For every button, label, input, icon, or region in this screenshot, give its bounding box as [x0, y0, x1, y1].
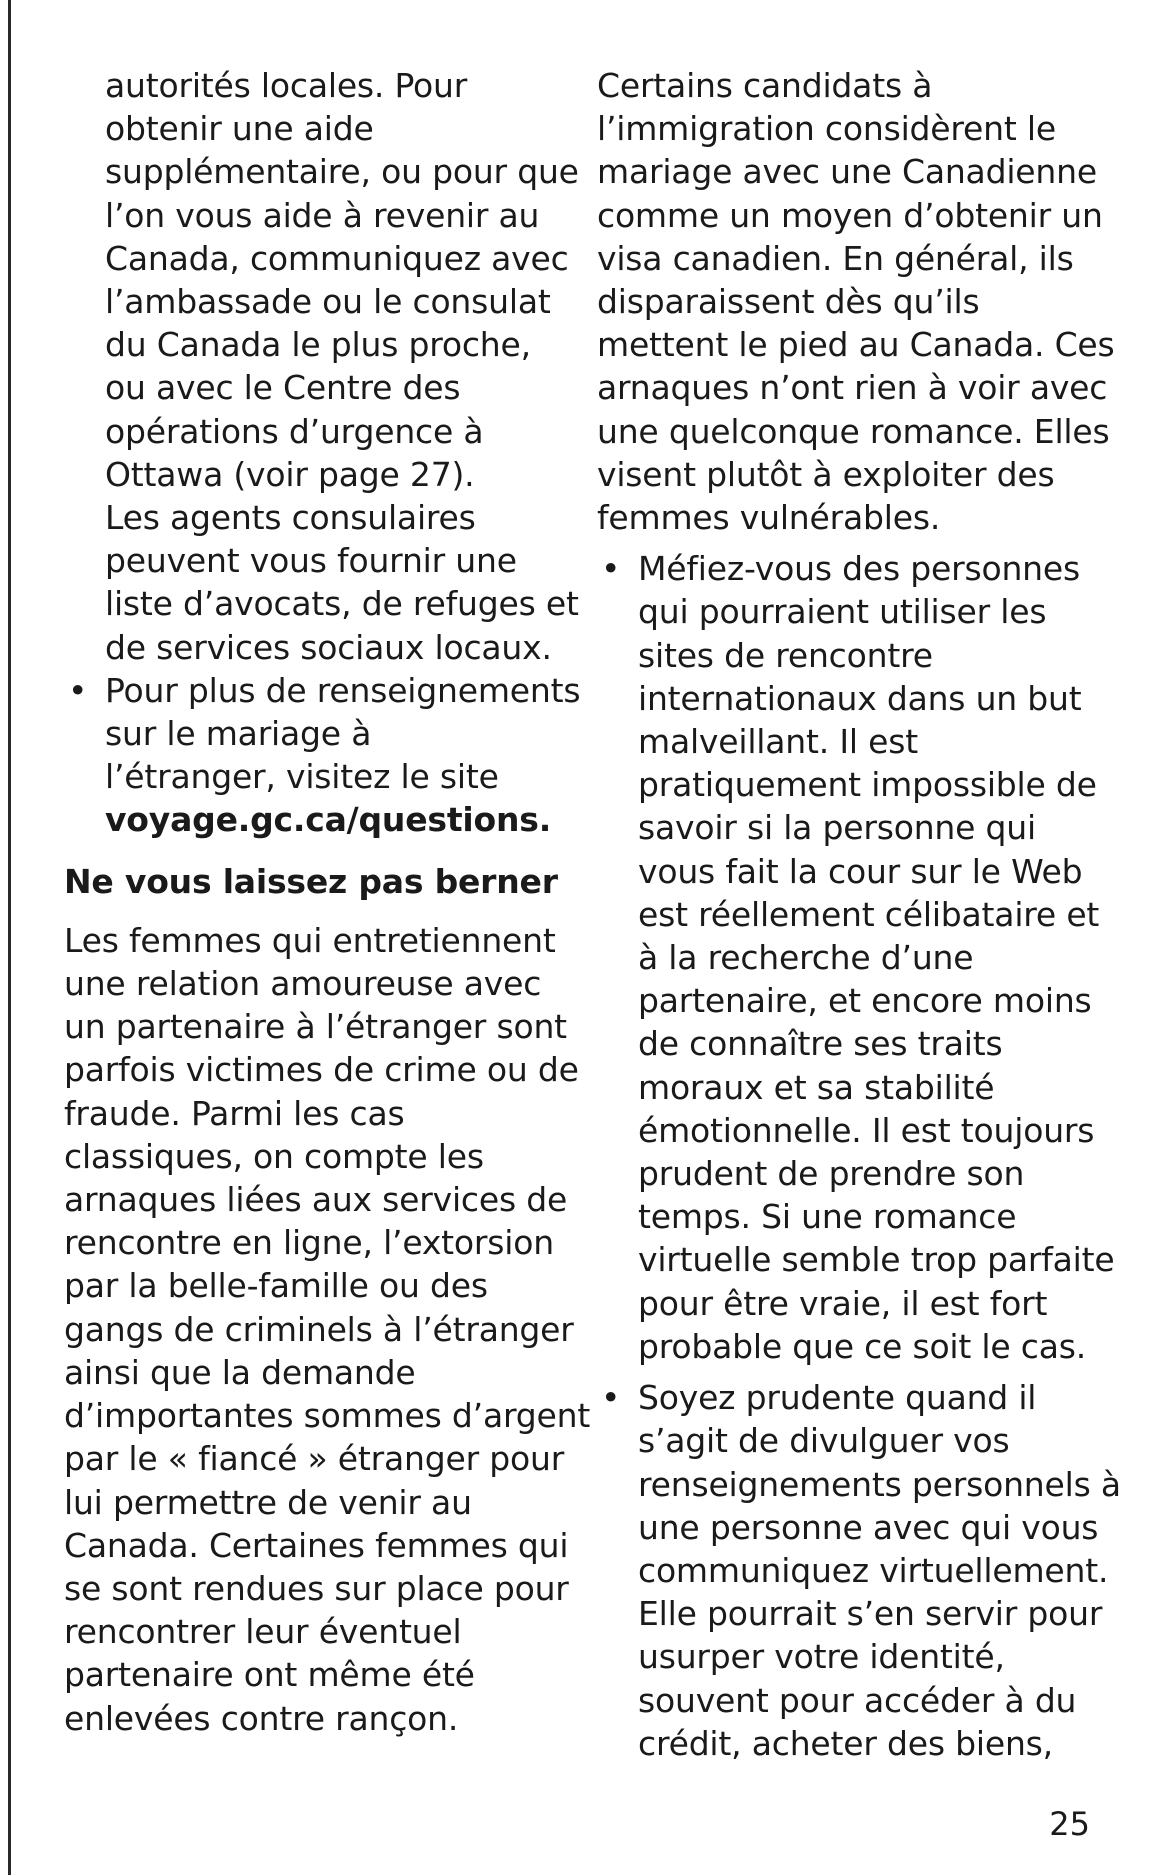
text-line: arnaques n’ont rien à voir avec [597, 368, 1108, 408]
text-line: gangs de criminels à l’étranger [64, 1309, 574, 1349]
text-line: virtuelle semble trop parfaite [638, 1240, 1115, 1280]
bullet-item-marriage-info [64, 669, 581, 842]
text-line: pratiquement impossible de [638, 765, 1097, 805]
bullet-icon: • [601, 1378, 621, 1418]
text-line: émotionnelle. Il est toujours [638, 1110, 1095, 1150]
text-line: pour être vraie, il est fort [638, 1283, 1048, 1323]
text-line: se sont rendues sur place pour [64, 1568, 569, 1608]
text-line: partenaire, et encore moins [638, 981, 1092, 1021]
text-line: prudent de prendre son [638, 1154, 1025, 1194]
text-line: Elle pourrait s’en servir pour [638, 1594, 1103, 1634]
text-line: qui pourraient utiliser les [638, 592, 1047, 632]
immigration-paragraph [597, 64, 1115, 539]
text-line: Les agents consulaires [105, 498, 476, 538]
text-line: Méfiez-vous des personnes [638, 549, 1080, 589]
text-line: l’ambassade ou le consulat [105, 282, 551, 322]
text-line: internationaux dans un but [638, 678, 1082, 718]
bullet-item-personal-info [597, 1376, 1121, 1765]
page-number: 25 [1049, 1805, 1090, 1843]
text-line: est réellement célibataire et [638, 894, 1100, 934]
text-line: mariage avec une Canadienne [597, 152, 1097, 192]
text-line: une quelconque romance. Elles [597, 411, 1110, 451]
text-line: autorités locales. Pour [105, 66, 468, 105]
text-line: savoir si la personne qui [638, 808, 1036, 848]
right-column [597, 64, 1121, 1765]
bullet-icon: • [68, 670, 88, 710]
text-line: peuvent vous fournir une [105, 541, 517, 581]
left-column [64, 64, 591, 1740]
text-line: disparaissent dès qu’ils [597, 282, 980, 322]
text-line: ainsi que la demande [64, 1352, 416, 1392]
text-line: Canada, communiquez avec [105, 238, 569, 278]
text-line: à la recherche d’une [638, 938, 974, 978]
text-line: opérations d’urgence à [105, 411, 484, 451]
text-line: une relation amoureuse avec [64, 964, 542, 1004]
text-line: rencontrer leur éventuel [64, 1612, 462, 1652]
text-line: s’agit de divulguer vos [638, 1421, 1010, 1461]
text-line: ou avec le Centre des [105, 368, 461, 408]
text-line: comme un moyen d’obtenir un [597, 195, 1103, 235]
text-line: renseignements personnels à [638, 1464, 1121, 1504]
bullet-icon: • [601, 549, 621, 589]
text-line: partenaire ont même été [64, 1655, 475, 1695]
text-line: du Canada le plus proche, [105, 325, 531, 365]
text-line: usurper votre identité, [638, 1637, 1005, 1677]
text-line: fraude. Parmi les cas [64, 1093, 405, 1133]
text-line: communiquez virtuellement. [638, 1550, 1109, 1590]
text-line: par la belle-famille ou des [64, 1266, 488, 1306]
bullet-item-dating-sites [597, 547, 1115, 1368]
text-line: d’importantes sommes d’argent [64, 1396, 591, 1436]
text-line: visa canadien. En général, ils [597, 238, 1074, 278]
text-line: Les femmes qui entretiennent [64, 920, 556, 960]
text-line: un partenaire à l’étranger sont [64, 1007, 567, 1047]
text-line: supplémentaire, ou pour que [105, 152, 579, 192]
text-line: probable que ce soit le cas. [638, 1326, 1087, 1366]
consular-help-paragraph [64, 64, 579, 669]
text-line: Soyez prudente quand il [638, 1378, 1037, 1418]
website-link[interactable]: voyage.gc.ca/questions. [105, 800, 552, 840]
text-line: visent plutôt à exploiter des [597, 454, 1055, 494]
section-heading: Ne vous laissez pas berner [64, 861, 558, 901]
text-line: Pour plus de renseignements [105, 670, 581, 710]
text-line: Canada. Certaines femmes qui [64, 1525, 569, 1565]
text-line: l’immigration considèrent le [597, 109, 1056, 149]
text-line: mettent le pied au Canada. Ces [597, 325, 1115, 365]
text-line: crédit, acheter des biens, [638, 1723, 1053, 1763]
fraud-intro-paragraph [64, 919, 591, 1740]
text-line: classiques, on compte les [64, 1136, 484, 1176]
text-line: arnaques liées aux services de [64, 1180, 568, 1220]
text-line: liste d’avocats, de refuges et [105, 584, 579, 624]
text-line: obtenir une aide [105, 109, 374, 149]
text-line: temps. Si une romance [638, 1197, 1017, 1237]
text-line: vous fait la cour sur le Web [638, 851, 1083, 891]
text-line: enlevées contre rançon. [64, 1698, 459, 1738]
text-line: sur le mariage à [105, 714, 372, 754]
text-line: parfois victimes de crime ou de [64, 1050, 579, 1090]
text-line: par le « fiancé » étranger pour [64, 1439, 565, 1479]
page-binding-edge [8, 0, 11, 1875]
text-line: malveillant. Il est [638, 722, 918, 762]
text-line: Ottawa (voir page 27). [105, 454, 475, 494]
text-line: de services sociaux locaux. [105, 627, 552, 667]
text-line: lui permettre de venir au [64, 1482, 472, 1522]
text-line: une personne avec qui vous [638, 1507, 1099, 1547]
text-line: souvent pour accéder à du [638, 1680, 1077, 1720]
text-line: rencontre en ligne, l’extorsion [64, 1223, 554, 1263]
text-line: moraux et sa stabilité [638, 1067, 995, 1107]
text-line: l’on vous aide à revenir au [105, 195, 540, 235]
text-line: sites de rencontre [638, 635, 933, 675]
text-line: l’étranger, visitez le site [105, 757, 499, 797]
text-line: femmes vulnérables. [597, 498, 941, 538]
text-line: Certains candidats à [597, 66, 933, 105]
text-line: de connaître ses traits [638, 1024, 1003, 1064]
